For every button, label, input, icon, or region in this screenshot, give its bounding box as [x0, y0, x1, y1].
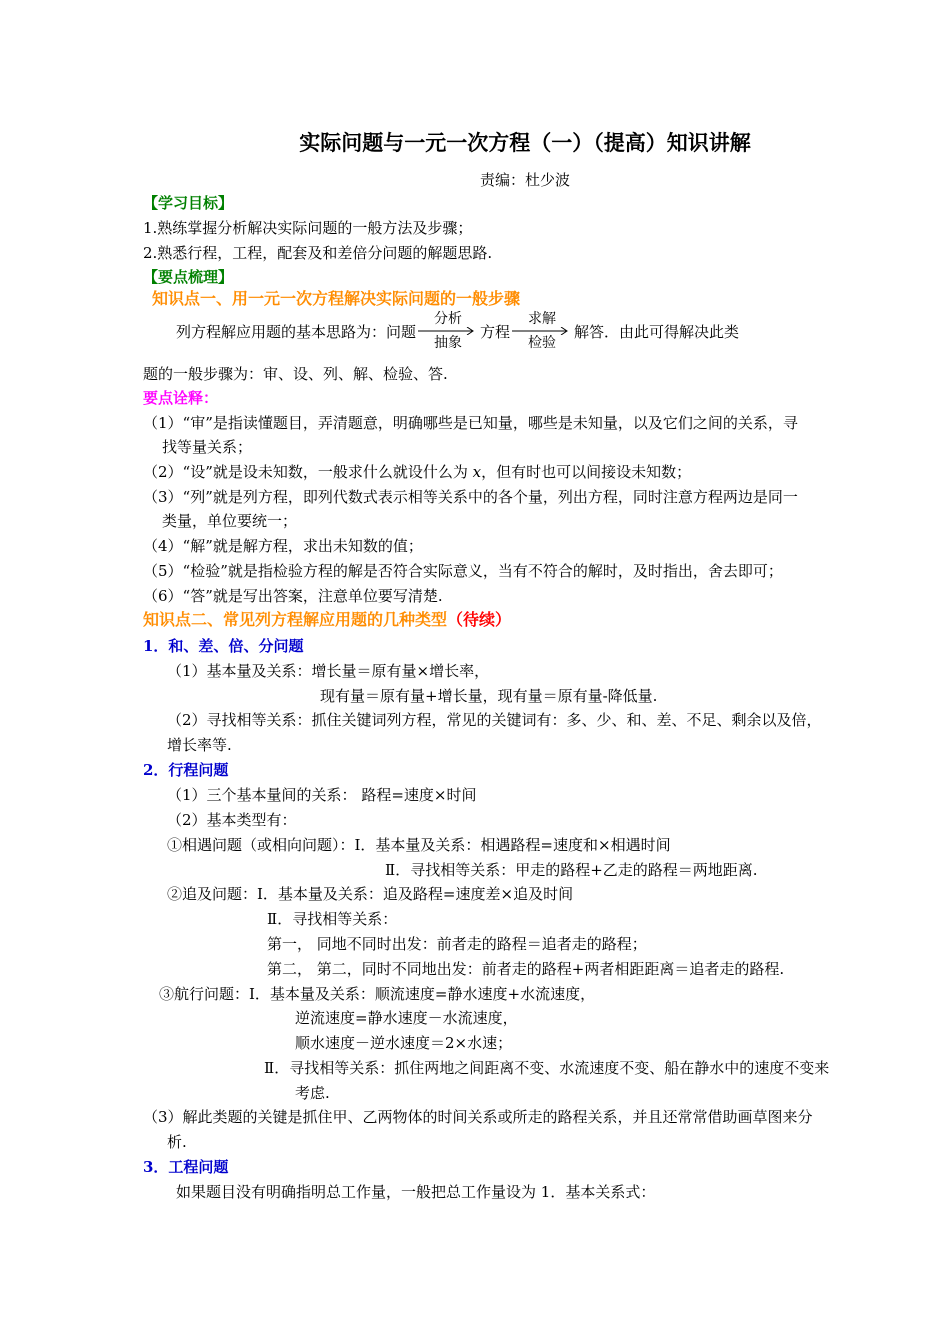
s2-line13: 考虑. [295, 1084, 330, 1102]
kp1-line1-start: 列方程解应用题的基本思路为：问题 [176, 323, 417, 341]
explain-heading: 要点诠释： [143, 389, 219, 407]
s2-line8: 第二， 第二，同时不同地出发：前者走的路程+两者相距距离＝追者走的路程. [267, 960, 785, 978]
s1-line4: 增长率等. [167, 736, 232, 754]
kp1-line2: 题的一般步骤为：审、设、列、解、检验、答. [143, 365, 448, 383]
arrow1-top-label: 分析 [434, 311, 463, 327]
s3-heading: 3．工程问题 [143, 1158, 229, 1176]
explain-1-cont: 找等量关系； [162, 438, 253, 456]
explain-5: （5）“检验”就是指检验方程的解是否符合实际意义，当有不符合的解时，及时指出，舍去即可； [143, 562, 783, 580]
s2-line6: Ⅱ．寻找相等关系： [267, 910, 398, 928]
s3-line1: 如果题目没有明确指明总工作量，一般把总工作量设为 1．基本关系式： [176, 1183, 656, 1201]
arrow2-top-label: 求解 [528, 311, 557, 327]
kp2-heading [143, 610, 511, 630]
s2-line3: ①相遇问题（或相向问题）：Ⅰ．基本量及关系：相遇路程=速度和×相遇时间 [167, 836, 671, 854]
s2-line14: （3）解此类题的关键是抓住甲、乙两物体的时间关系或所走的路程关系，并且还常常借助画草图来分 [143, 1108, 813, 1126]
explain-6: （6）“答”就是写出答案，注意单位要写清楚. [143, 587, 443, 605]
s2-line10: 逆流速度=静水速度－水流速度， [295, 1009, 518, 1027]
variable-x: x [472, 463, 482, 481]
s2-line7: 第一， 同地不同时出发：前者走的路程＝追者走的路程； [267, 935, 647, 953]
explain-1: （1）“审”是指读懂题目，弄清题意，明确哪些是已知量，哪些是未知量，以及它们之间的关系，寻 [143, 414, 798, 432]
goal-item-2: 2.熟悉行程，工程，配套及和差倍分问题的解题思路. [143, 244, 493, 262]
right-arrow-icon [512, 327, 572, 335]
kp1-line1-end: 解答．由此可得解决此类 [574, 323, 740, 341]
s2-line5: ②追及问题：Ⅰ．基本量及关系：追及路程=速度差×追及时间 [167, 885, 574, 903]
kp1-line1-mid: 方程 [480, 323, 511, 341]
explain-2 [143, 462, 691, 482]
kp2-continued: （待续） [447, 610, 512, 629]
arrow2-bottom-label: 检验 [528, 335, 557, 351]
explain-2-start: （2）“设”就是设未知数，一般求什么就设什么为 [143, 463, 473, 481]
s2-line1: （1）三个基本量间的关系： 路程=速度×时间 [167, 786, 477, 804]
s2-line9: ③航行问题：Ⅰ．基本量及关系：顺流速度=静水速度+水流速度， [159, 985, 596, 1003]
s2-line2: （2）基本类型有： [167, 811, 297, 829]
s1-line2: 现有量＝原有量+增长量，现有量＝原有量-降低量. [320, 687, 658, 705]
s1-line1: （1）基本量及关系：增长量＝原有量×增长率， [167, 662, 490, 680]
kp2-title: 知识点二、常见列方程解应用题的几种类型 [143, 610, 448, 629]
explain-3-cont: 类量，单位要统一； [162, 512, 298, 530]
s2-line12: Ⅱ．寻找相等关系：抓住两地之间距离不变、水流速度不变、船在静水中的速度不变来 [264, 1059, 830, 1077]
s1-heading: 1．和、差、倍、分问题 [143, 637, 304, 655]
arrow1-bottom-label: 抽象 [434, 335, 463, 351]
author-line: 责编：杜少波 [479, 171, 570, 189]
explain-4: （4）“解”就是解方程，求出未知数的值； [143, 537, 423, 555]
explain-2-end: ，但有时也可以间接设未知数； [481, 463, 692, 481]
goals-heading: 【学习目标】 [143, 194, 234, 212]
s2-heading: 2．行程问题 [143, 761, 229, 779]
points-heading: 【要点梳理】 [143, 268, 234, 286]
analysis-arrow [418, 313, 478, 353]
s2-line11: 顺水速度－逆水速度＝2×水速； [295, 1034, 513, 1052]
s2-line4: Ⅱ．寻找相等关系：甲走的路程+乙走的路程＝两地距离. [385, 861, 758, 879]
solve-arrow [512, 313, 572, 353]
kp1-heading: 知识点一、用一元一次方程解决实际问题的一般步骤 [152, 289, 521, 308]
s1-line3: （2）寻找相等关系：抓住关键词列方程，常见的关键词有：多、少、和、差、不足、剩余以及倍， [167, 711, 822, 729]
s2-line15: 析. [167, 1133, 187, 1151]
right-arrow-icon [418, 327, 478, 335]
explain-3: （3）“列”就是列方程，即列代数式表示相等关系中的各个量，列出方程，同时注意方程两边是同一 [143, 488, 798, 506]
goal-item-1: 1.熟练掌握分析解决实际问题的一般方法及步骤； [143, 219, 473, 237]
kp1-line1 [176, 312, 739, 353]
page-title: 实际问题与一元一次方程（一）（提高）知识讲解 [299, 130, 751, 155]
